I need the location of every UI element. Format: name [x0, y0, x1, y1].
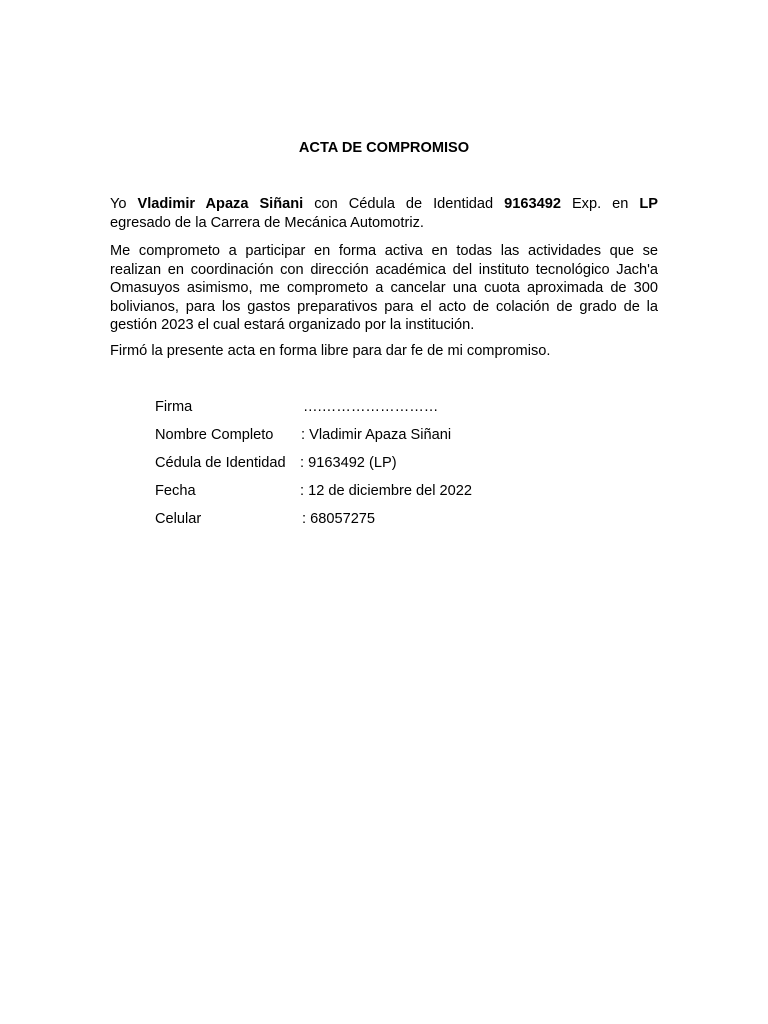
fecha-label: Fecha	[155, 483, 196, 499]
text-exp: Exp. en	[571, 196, 629, 212]
text-egresado: egresado de la Carrera de Mecánica Automotriz.	[110, 214, 424, 231]
firma-value: ….……………………	[303, 399, 439, 415]
firma-label: Firma	[155, 399, 193, 415]
ci-number: 9163492	[504, 196, 561, 212]
document-title: ACTA DE COMPROMISO	[298, 140, 470, 156]
cedula-label: Cédula de Identidad	[155, 455, 286, 471]
paragraph-identity	[110, 195, 658, 232]
nombre-label: Nombre Completo	[155, 427, 274, 443]
student-name: Vladimir Apaza Siñani	[137, 196, 304, 212]
celular-label: Celular	[155, 511, 202, 527]
text-cedula-intro: con Cédula de Identidad	[314, 196, 494, 212]
identity-line	[110, 195, 658, 214]
ci-expedition: LP	[639, 196, 658, 212]
text-yo: Yo	[110, 196, 127, 212]
nombre-value: : Vladimir Apaza Siñani	[301, 427, 452, 443]
fecha-value: : 12 de diciembre del 2022	[300, 483, 472, 499]
celular-value: : 68057275	[302, 511, 376, 527]
paragraph-signature-statement: Firmó la presente acta en forma libre para dar fe de mi compromiso.	[110, 343, 551, 359]
paragraph-commitment: Me comprometo a participar en forma activa en todas las actividades que se realizan en coordinación con dirección académica del instituto tecnológico Jach'a Omasuyos asimismo, me comprometo a cancelar una cuota aproximada de 300 bolivianos, para los gastos preparativos para el acto de colación de grado de la gestión 2023 el cual estará organizado por la institución.	[110, 243, 658, 334]
cedula-value: : 9163492 (LP)	[300, 455, 397, 471]
